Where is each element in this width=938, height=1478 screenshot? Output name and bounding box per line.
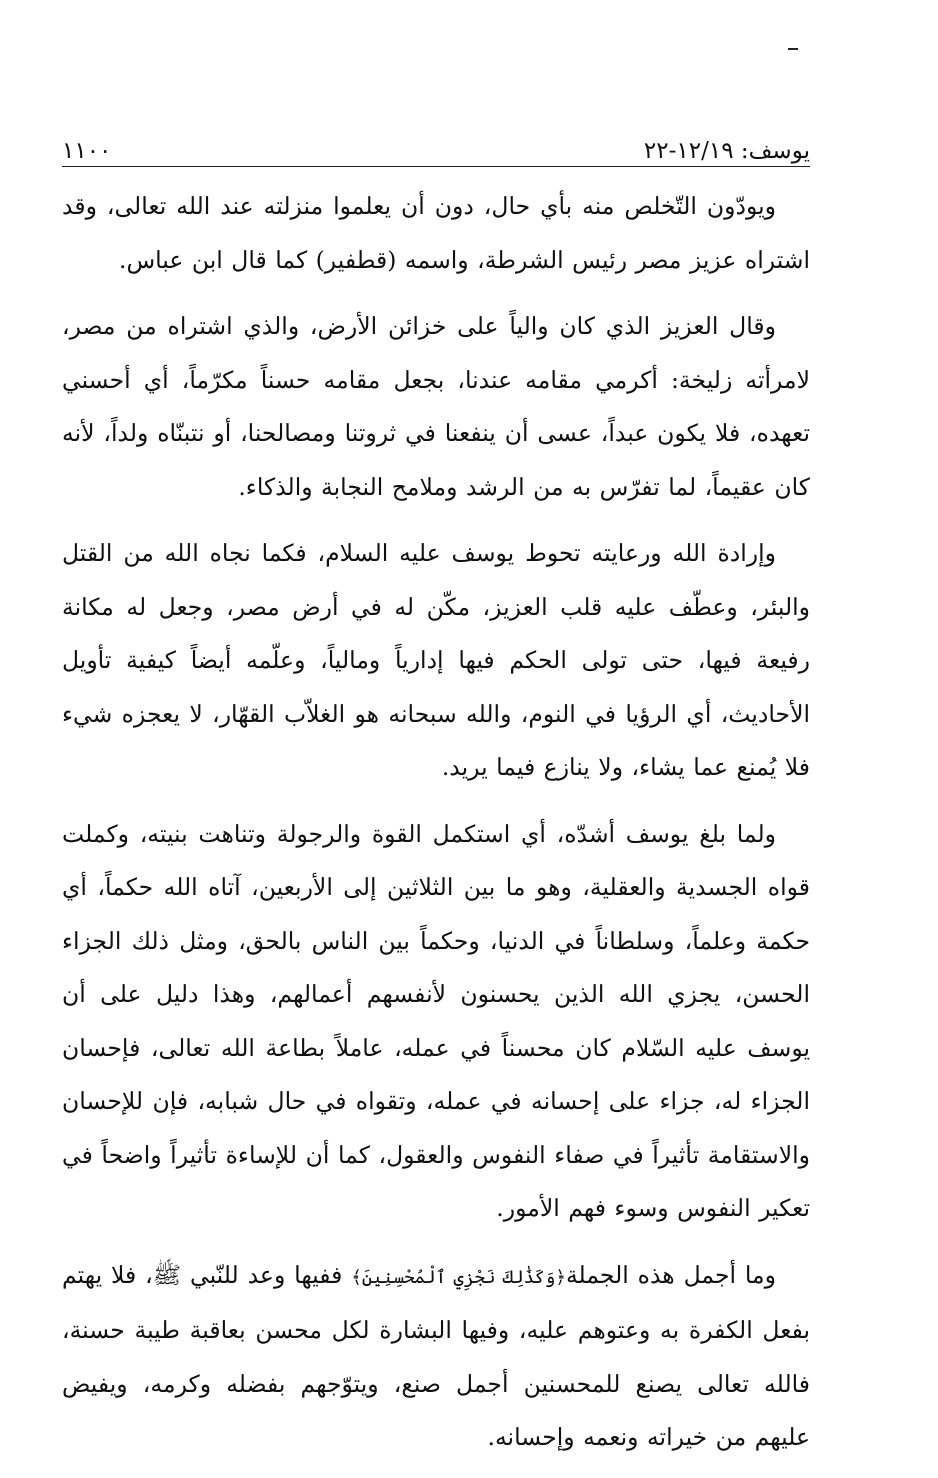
paragraph-5 [62,1249,810,1465]
page-number: ١١٠٠ [62,138,112,164]
body-text [62,180,810,1478]
paragraph-5-intro: وما أجمل هذه الجملة [565,1260,776,1289]
paragraph-5-rest: ففيها وعد للنّبي ﷺ، فلا يهتم بفعل الكفرة به وعتوهم عليه، وفيها البشارة لكل محسن بعاقبة طيبة حسنة، فالله تعالى يصنع للمحسنين أجمل صنع، ويتوّجهم بفضله وكرمه، ويفيض عليهم من خيراته ونعمه وإحسانه. [62,1260,810,1451]
surah-reference: يوسف: ١٢/١٩-٢٢ [643,138,810,164]
paragraph-4: ولما بلغ يوسف أشدّه، أي استكمل القوة والرجولة وتناهت بنيته، وكملت قواه الجسدية والعقلية، وهو ما بين الثلاثين إلى الأربعين، آتاه الله حكماً، أي حكمة وعلماً، وسلطاناً في الدنيا، وحكماً بين الناس بالحق، ومثل ذلك الجزاء الحسن، يجزي الله الذين يحسنون لأنفسهم أعمالهم، وهذا دليل على أن يوسف عليه السّلام كان محسناً في عمله، عاملاً بطاعة الله تعالى، فإحسان الجزاء له، جزاء على إحسانه في عمله، وتقواه في حال شبابه، فإن للإحسان والاستقامة تأثيراً في صفاء النفوس والعقول، كما أن للإساءة تأثيراً واضحاً في تعكير النفوس وسوء فهم الأمور. [62,819,810,1222]
quran-quote: ﴿وَكَذَٰلِكَ نَجْزِي ٱلْمُحْسِنِينَ﴾ [351,1266,566,1288]
running-header [62,128,810,164]
paragraph-3: وإرادة الله ورعايته تحوط يوسف عليه السلام، فكما نجاه الله من القتل والبئر، وعطّف عليه قلب العزيز، مكّن له في أرض مصر، وجعل له مكانة رفيعة فيها، حتى تولى الحكم فيها إدارياً ومالياً، وعلّمه أيضاً كيفية تأويل الأحاديث، أي الرؤيا في النوم، والله سبحانه هو الغلاّب القهّار، لا يعجزه شيء فلا يُمنع عما يشاء، ولا ينازع فيما يريد. [62,539,810,781]
paragraph-1: ويودّون التّخلص منه بأي حال، دون أن يعلموا منزلته عند الله تعالى، وقد اشتراه عزيز مصر رئيس الشرطة، واسمه (قطفير) كما قال ابن عباس. [62,192,810,274]
header-rule [62,166,810,167]
paragraph-2: وقال العزيز الذي كان والياً على خزائن الأرض، والذي اشتراه من مصر، لامرأته زليخة: أكرمي مقامه عندنا، بجعل مقامه حسناً مكرّماً، أي أحسني تعهده، فلا يكون عبداً، عسى أن ينفعنا في ثروتنا ومصالحنا، أو نتبنّاه ولداً، لأنه كان عقيماً، لما تفرّس به من الرشد وملامح النجابة والذكاء. [62,312,810,501]
corner-mark [788,48,798,50]
